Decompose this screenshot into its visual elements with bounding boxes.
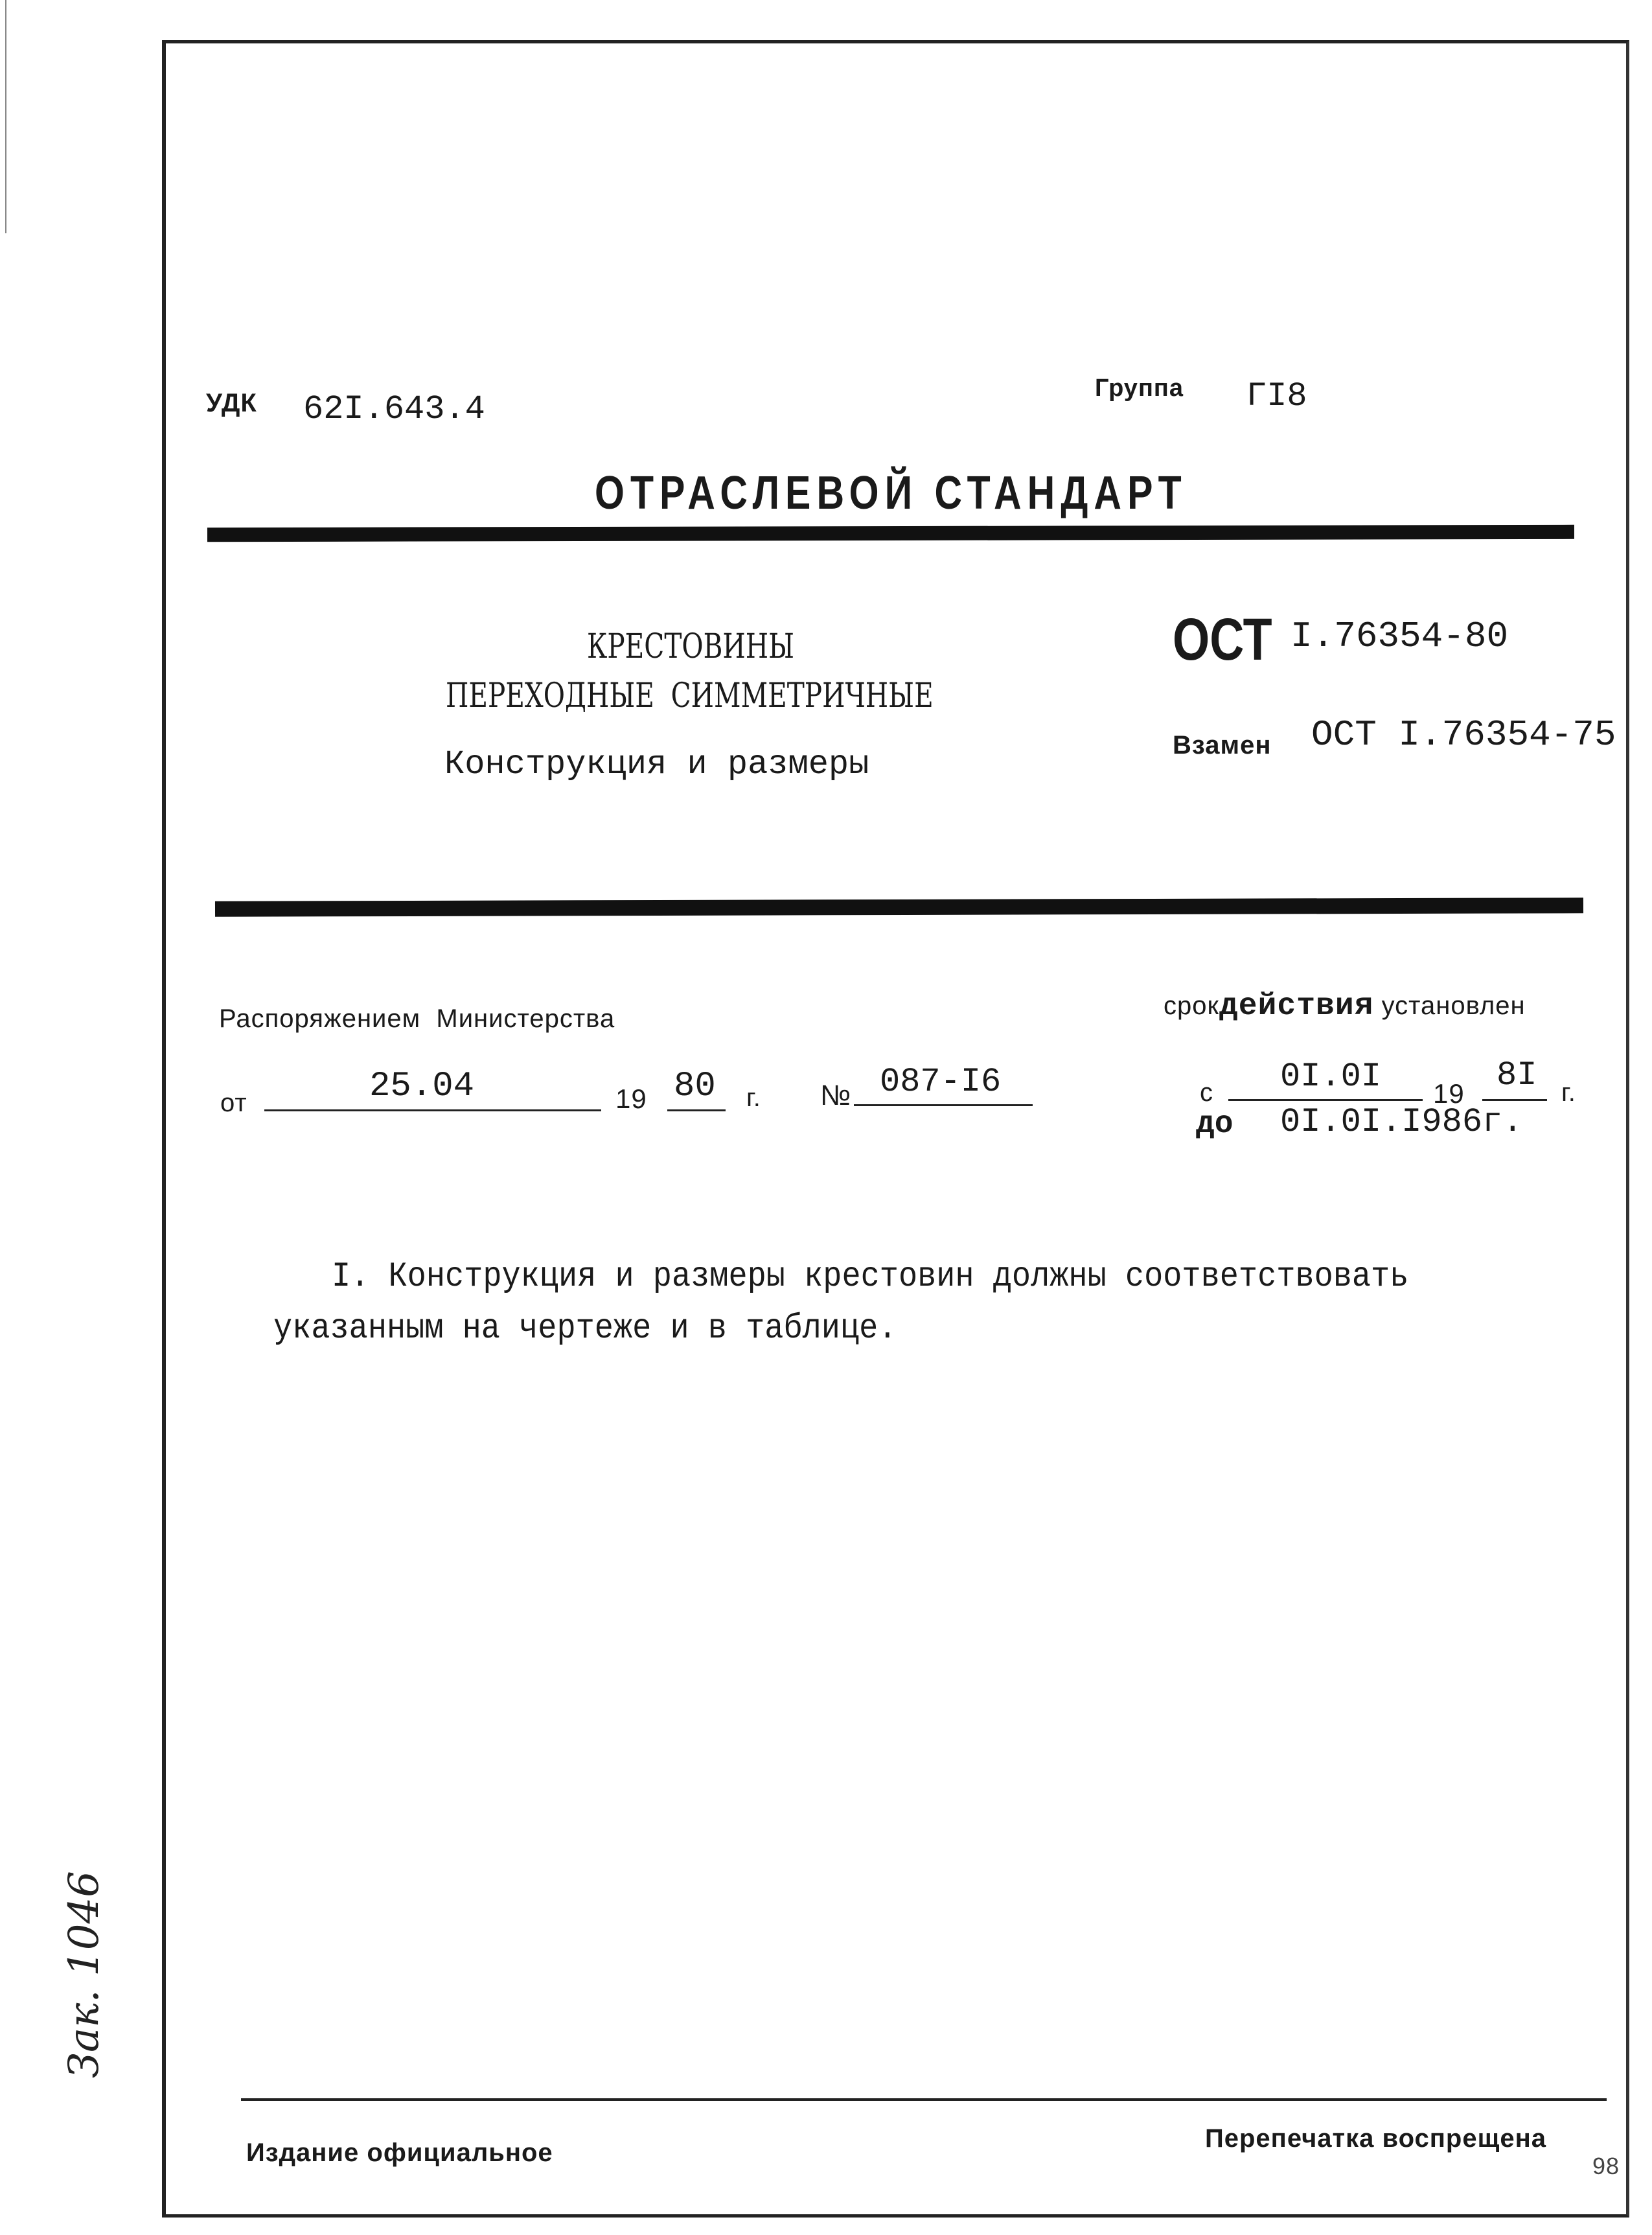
order-year-unit: г. bbox=[746, 1083, 761, 1112]
validity-from-label: с bbox=[1200, 1078, 1213, 1107]
validity-from-date: 0I.0I bbox=[1280, 1058, 1382, 1096]
ost-label: ОСТ bbox=[1173, 607, 1272, 673]
scan-edge-mark bbox=[5, 0, 6, 233]
product-line-3: Конструкция и размеры bbox=[444, 745, 869, 783]
order-number-line bbox=[854, 1104, 1033, 1106]
validity-until-date: 0I.0I.I986г. bbox=[1280, 1103, 1523, 1141]
product-line-2: ПЕРЕХОДНЫЕ СИММЕТРИЧНЫЕ bbox=[446, 677, 934, 715]
udk-value: 62I.643.4 bbox=[303, 390, 485, 428]
order-year-prefix: 19 bbox=[615, 1083, 647, 1114]
product-line-1: КРЕСТОВИНЫ bbox=[587, 627, 795, 666]
standard-title: ОТРАСЛЕВОЙ СТАНДАРТ bbox=[595, 467, 1187, 519]
page-number: 98 bbox=[1592, 2153, 1620, 2179]
top-rule bbox=[207, 525, 1574, 542]
validity-term bbox=[1164, 989, 1526, 1024]
clause-line-2: указанным на чертеже и в таблице. bbox=[273, 1309, 897, 1349]
order-text: Распоряжением Министерства bbox=[219, 1004, 615, 1033]
order-from-label: от bbox=[220, 1089, 247, 1117]
clause-line-1: I. Конструкция и размеры крестовин должны соответствовать bbox=[332, 1257, 1409, 1297]
validity-term-tail: установлен bbox=[1381, 991, 1526, 1020]
validity-year-line bbox=[1482, 1099, 1547, 1101]
validity-term-word-bold: действия bbox=[1219, 989, 1374, 1024]
group-value: ГI8 bbox=[1246, 377, 1307, 415]
group-label: Группа bbox=[1095, 375, 1184, 402]
validity-year-prefix: 19 bbox=[1433, 1078, 1465, 1109]
footer-left: Издание официальное bbox=[246, 2138, 553, 2167]
margin-note: Зак. 1046 bbox=[60, 1871, 108, 2078]
order-number-label: № bbox=[820, 1080, 852, 1111]
order-year-suffix: 80 bbox=[674, 1067, 716, 1106]
order-year-line bbox=[667, 1109, 726, 1111]
udk-label: УДК bbox=[206, 389, 257, 417]
footer-rule bbox=[241, 2098, 1607, 2101]
order-date-line bbox=[264, 1109, 601, 1111]
validity-year-suffix: 8I bbox=[1497, 1056, 1537, 1094]
validity-term-word: срок bbox=[1164, 991, 1219, 1020]
validity-from-line bbox=[1228, 1099, 1423, 1101]
order-number-value: 087-I6 bbox=[880, 1063, 1002, 1101]
validity-until-label: до bbox=[1196, 1107, 1233, 1142]
replaces-value: ОСТ I.76354-75 bbox=[1311, 714, 1616, 756]
footer-right: Перепечатка воспрещена bbox=[1205, 2124, 1546, 2153]
validity-year-unit: г. bbox=[1561, 1078, 1576, 1107]
ost-number: I.76354-80 bbox=[1291, 616, 1509, 657]
order-date: 25.04 bbox=[369, 1067, 475, 1106]
replaces-label: Взамен bbox=[1173, 731, 1272, 759]
